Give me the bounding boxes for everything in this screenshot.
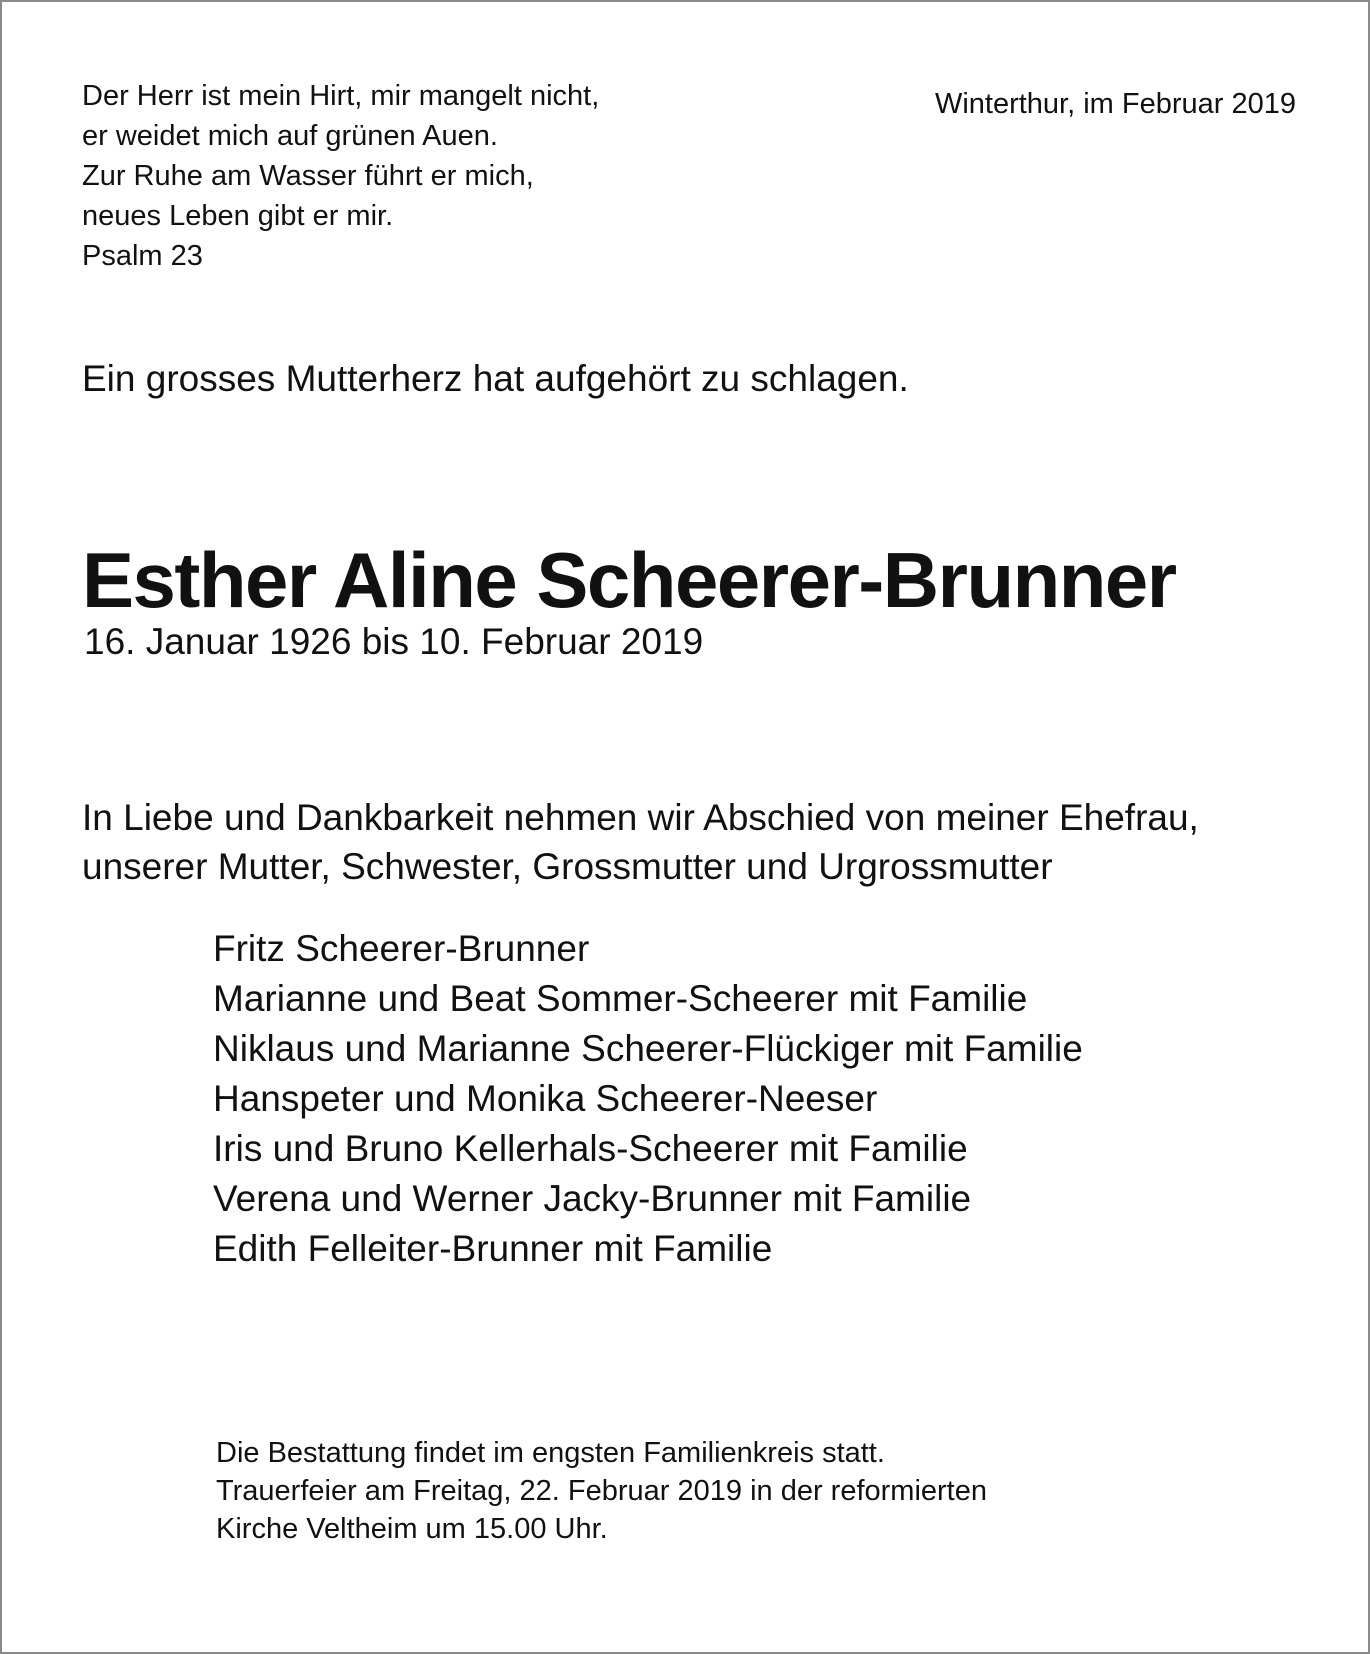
mourner-entry: Fritz Scheerer-Brunner: [213, 928, 590, 969]
mourner-entry: Hanspeter und Monika Scheerer-Neeser: [213, 1078, 878, 1119]
psalm-line: Der Herr ist mein Hirt, mir mangelt nicht,: [82, 80, 600, 112]
notice-line: Trauerfeier am Freitag, 22. Februar 2019 in der reformierten: [216, 1475, 987, 1507]
mourners-list: [213, 924, 1083, 1274]
farewell-text: [82, 793, 1199, 891]
funeral-notice: [216, 1434, 987, 1548]
farewell-line: In Liebe und Dankbarkeit nehmen wir Abschied von meiner Ehefrau,: [82, 797, 1199, 838]
mourner-entry: Iris und Bruno Kellerhals-Scheerer mit Familie: [213, 1128, 968, 1169]
mourner-entry: Verena und Werner Jacky-Brunner mit Familie: [213, 1178, 972, 1219]
notice-line: Kirche Veltheim um 15.00 Uhr.: [216, 1513, 608, 1545]
place-date: Winterthur, im Februar 2019: [934, 88, 1296, 120]
deceased-name: Esther Aline Scheerer-Brunner: [82, 536, 1176, 624]
mourner-entry: Niklaus und Marianne Scheerer-Flückiger mit Familie: [213, 1028, 1083, 1069]
psalm-line: neues Leben gibt er mir.: [82, 200, 394, 232]
notice-line: Die Bestattung findet im engsten Familienkreis statt.: [216, 1437, 885, 1469]
farewell-line: unserer Mutter, Schwester, Grossmutter und Urgrossmutter: [82, 846, 1053, 887]
psalm-reference: Psalm 23: [82, 240, 203, 272]
psalm-line: Zur Ruhe am Wasser führt er mich,: [82, 160, 534, 192]
mourner-entry: Marianne und Beat Sommer-Scheerer mit Familie: [213, 978, 1028, 1019]
psalm-quote: [82, 76, 599, 276]
mourner-entry: Edith Felleiter-Brunner mit Familie: [213, 1228, 773, 1269]
intro-sentence: Ein grosses Mutterherz hat aufgehört zu schlagen.: [82, 358, 909, 399]
psalm-line: er weidet mich auf grünen Auen.: [82, 120, 498, 152]
life-dates: 16. Januar 1926 bis 10. Februar 2019: [84, 621, 704, 662]
